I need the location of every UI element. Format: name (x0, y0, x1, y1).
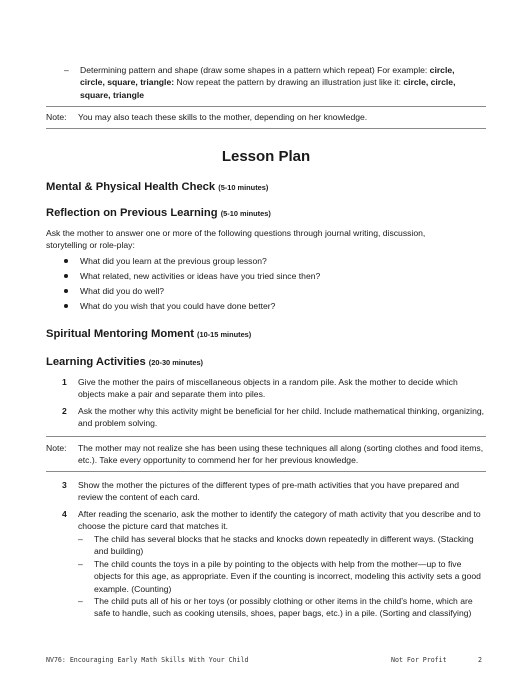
page-number: 2 (478, 656, 482, 664)
divider-rule (46, 106, 486, 107)
pattern-bold-a: circle, circle, square, triangle: (80, 65, 455, 88)
heading-learning-activities (46, 355, 203, 370)
reflection-intro: Ask the mother to answer one or more of the following questions through journal writing, discussion, storytelling or role-play: (46, 228, 426, 251)
bullet-text: What did you do well? (80, 286, 165, 296)
page-title: Lesson Plan (221, 148, 311, 165)
bullet-text: What related, new activities or ideas have you tried since then? (80, 271, 321, 281)
dash-marker: – (78, 534, 83, 544)
step-4 (62, 508, 486, 533)
scenario-text: The child has several blocks that he stacks and knocks down repeatedly in different ways. (Stacking and building) (94, 534, 474, 557)
note-text: The mother may not realize she has been using these techniques all along (sorting clothes and food items, etc.). Take every opportunity to commend her for her previous knowledge. (78, 443, 484, 466)
heading-text: Spiritual Mentoring Moment (46, 328, 194, 340)
footer-title: NV76: Encouraging Early Math Skills With Your Child (46, 656, 249, 664)
list-item (80, 300, 480, 312)
dash-marker: – (78, 559, 83, 569)
step-number: 2 (62, 406, 67, 416)
heading-text: Learning Activities (46, 356, 146, 368)
divider-rule (46, 471, 486, 472)
bullet-dot (64, 259, 68, 263)
scenario-item (78, 595, 486, 620)
bullet-text: What did you learn at the previous group lesson? (80, 256, 267, 266)
step-number: 4 (62, 509, 67, 519)
duration-label: (10-15 minutes) (197, 330, 252, 339)
page-footer (46, 656, 486, 668)
duration-label: (5-10 minutes) (220, 209, 271, 218)
divider-rule (46, 128, 486, 129)
scenario-item (78, 533, 486, 558)
heading-spiritual (46, 327, 251, 342)
step-number: 1 (62, 377, 67, 387)
duration-label: (20-30 minutes) (148, 358, 204, 367)
step-number: 3 (62, 480, 67, 490)
dash-marker: – (78, 596, 83, 606)
pattern-text-a: Determining pattern and shape (draw some shapes in a pattern which repeat) For example: (80, 65, 430, 75)
list-item (80, 255, 480, 267)
step-3 (62, 479, 486, 504)
list-item (80, 270, 480, 282)
bullet-dot (64, 274, 68, 278)
pattern-bold-b: circle, circle, square, triangle (80, 77, 456, 100)
bullet-text: What do you wish that you could have done better? (80, 301, 276, 311)
bullet-dot (64, 304, 68, 308)
step-2 (62, 405, 486, 430)
note-text: You may also teach these skills to the mother, depending on her knowledge. (78, 112, 368, 122)
dash-marker: – (64, 65, 69, 75)
scenario-text: The child puts all of his or her toys (or possibly clothing or other items in the child’s home, which are safe to handle, such as cooking utensils, shoes, paper bags, etc.) in a pile. (Sorting and classifying) (94, 596, 473, 619)
note-label: Note: (46, 112, 67, 122)
step-1 (62, 376, 486, 401)
divider-rule (46, 436, 486, 437)
duration-label: (5-10 minutes) (218, 183, 269, 192)
heading-reflection (46, 206, 271, 221)
bullet-dot (64, 289, 68, 293)
heading-mental-physical (46, 180, 268, 195)
step-text: Give the mother the pairs of miscellaneous objects in a random pile. Ask the mother to decide which objects make a pair and separate them into piles. (78, 377, 458, 400)
scenario-item (78, 558, 486, 595)
pattern-shape-item (64, 64, 480, 101)
note-label: Note: (46, 443, 67, 453)
heading-text: Reflection on Previous Learning (46, 207, 218, 219)
step-text: Show the mother the pictures of the different types of pre-math activities that you have prepared and review the content of each card. (78, 480, 460, 503)
pattern-text-b: Now repeat the pattern by drawing an illustration just like it: (174, 77, 404, 88)
heading-text: Mental & Physical Health Check (46, 181, 216, 193)
step-text: After reading the scenario, ask the mother to identify the category of math activity that you describe and to choose the picture card that matches it. (78, 509, 481, 532)
scenario-text: The child counts the toys in a pile by pointing to the objects with help from the mother—up to five objects for this age, as appropriate. Even if the counting is incorrect, modeling this activity sets a good example. (Counting) (94, 559, 481, 594)
step-text: Ask the mother why this activity might be beneficial for her child. Include mathematical thinking, organizing, and problem solving. (78, 406, 485, 429)
list-item (80, 285, 480, 297)
footer-notice: Not For Profit (391, 656, 447, 664)
